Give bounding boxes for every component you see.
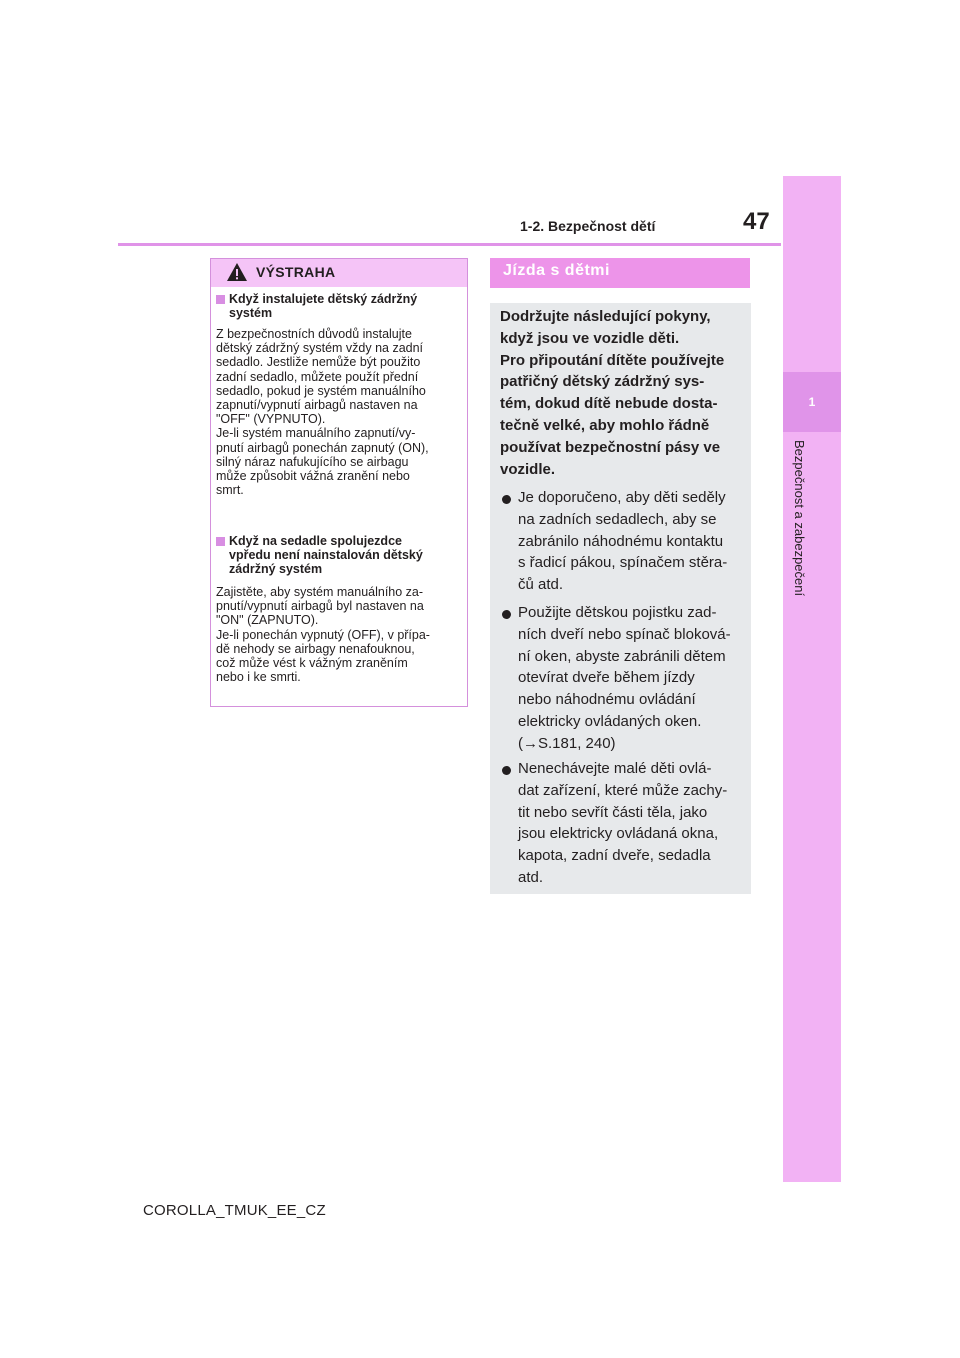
- warning-body-line: smrt.: [216, 483, 244, 498]
- warning-body-line: sedadlo. Jestliže nemůže být použito: [216, 355, 421, 370]
- list-item-line: zabránilo náhodnému kontaktu: [518, 532, 724, 550]
- warning-body-line: nebo i ke smrti.: [216, 670, 301, 685]
- intro-line: tém, dokud dítě nebude dosta-: [500, 395, 718, 413]
- list-item-line: otevírat dveře během jízdy: [518, 669, 695, 687]
- list-item-line: Použijte dětskou pojistku zad-: [518, 604, 717, 621]
- list-item-line: tit nebo sevřít části těla, jako: [518, 803, 708, 821]
- list-item: [500, 487, 750, 596]
- warning-body-line: může způsobit vážná zranění nebo: [216, 469, 410, 484]
- section-header: 1-2. Bezpečnost dětí: [520, 218, 656, 234]
- warning-heading-line: systém: [229, 306, 273, 320]
- list-item-line: Nenechávejte malé děti ovlá-: [518, 760, 712, 777]
- list-item-line: na zadních sedadlech, aby se: [518, 510, 717, 528]
- warning-body-line: silný náraz nafukujícího se airbagu: [216, 454, 409, 469]
- warning-heading-line: vpředu není nainstalován dětský: [229, 548, 423, 562]
- warning-body-line: Zajistěte, aby systém manuálního za-: [216, 585, 424, 599]
- warning-heading-line: zádržný systém: [229, 562, 323, 576]
- warning-body-passenger: [216, 585, 466, 684]
- list-item-line: kapota, zadní dveře, sedadla: [518, 847, 711, 865]
- warning-body-line: pnutí airbagů ponechán zapnutý (ON),: [216, 440, 429, 455]
- intro-line: Pro připoutání dítěte používejte: [500, 351, 725, 369]
- warning-heading-line: Když instalujete dětský zádržný: [229, 292, 418, 306]
- chapter-number: 1: [808, 395, 816, 409]
- intro-text: [500, 306, 745, 480]
- warning-body-line: "OFF" (VYPNUTO).: [216, 412, 326, 427]
- page-reference: (→S.181, 240): [518, 734, 616, 752]
- intro-line: patřičný dětský zádržný sys-: [500, 373, 705, 391]
- chapter-tab-number: [783, 372, 841, 432]
- list-item: [500, 758, 750, 889]
- chapter-tab-label: [783, 440, 807, 820]
- warning-body-line: "ON" (ZAPNUTO).: [216, 613, 319, 628]
- warning-heading-passenger: [216, 534, 466, 576]
- chapter-title: Bezpečnost a zabezpečení: [792, 440, 807, 597]
- warning-triangle-icon: [226, 262, 248, 287]
- bullet-icon: [502, 766, 511, 775]
- section-title: Jízda s dětmi: [503, 262, 610, 279]
- warning-heading-line: Když na sedadle spolujezdce: [229, 534, 402, 548]
- warning-heading-install: [216, 292, 466, 320]
- list-item-line: jsou elektricky ovládaná okna,: [518, 825, 719, 843]
- list-item-line: čů atd.: [518, 576, 564, 594]
- intro-line: vozidle.: [500, 460, 556, 478]
- document-code: COROLLA_TMUK_EE_CZ: [143, 1202, 326, 1219]
- warning-body-line: zadní sedadlo, můžete použít přední: [216, 369, 419, 384]
- list-item-line: atd.: [518, 868, 544, 886]
- bullet-icon: [502, 495, 511, 504]
- warning-body-line: zapnutí/vypnutí airbagů nastaven na: [216, 398, 418, 413]
- square-bullet-icon: [216, 537, 225, 546]
- warning-body-line: dě nehody se airbagy nenafouknou,: [216, 641, 415, 656]
- warning-body-line: sedadlo, pokud je systém manuálního: [216, 383, 426, 398]
- intro-line: Dodržujte následující pokyny,: [500, 308, 711, 325]
- list-item-line: dat zařízení, které může zachy-: [518, 781, 728, 799]
- intro-line: tečně velké, aby mohlo řádně: [500, 416, 710, 434]
- warning-body-line: což může vést k vážným zraněním: [216, 656, 408, 671]
- list-item-line: ních dveří nebo spínač bloková-: [518, 625, 731, 643]
- warning-header: [211, 259, 467, 287]
- warning-title: VÝSTRAHA: [256, 264, 336, 280]
- warning-body-line: Z bezpečnostních důvodů instalujte: [216, 327, 412, 341]
- list-item-line: nebo náhodnému ovládání: [518, 691, 696, 709]
- bullet-icon: [502, 610, 511, 619]
- list-item-line: elektricky ovládaných oken.: [518, 712, 702, 730]
- list-item: [500, 602, 750, 755]
- square-bullet-icon: [216, 295, 225, 304]
- header-rule: [118, 243, 781, 246]
- intro-line: když jsou ve vozidle děti.: [500, 329, 680, 347]
- list-item-line: Je doporučeno, aby děti seděly: [518, 489, 726, 506]
- warning-body-line: Je-li ponechán vypnutý (OFF), v přípa-: [216, 627, 430, 642]
- list-item-line: s řadicí pákou, spínačem stěra-: [518, 554, 728, 572]
- warning-body-line: dětský zádržný systém vždy na zadní: [216, 341, 424, 356]
- warning-body-line: Je-li systém manuálního zapnutí/vy-: [216, 426, 416, 441]
- list-item-line: ní oken, abyste zabránili dětem: [518, 647, 726, 665]
- page-number: 47: [743, 208, 770, 235]
- warning-body-line: pnutí/vypnutí airbagů byl nastaven na: [216, 599, 424, 614]
- intro-line: používat bezpečnostní pásy ve: [500, 438, 721, 456]
- warning-body-install: [216, 327, 466, 497]
